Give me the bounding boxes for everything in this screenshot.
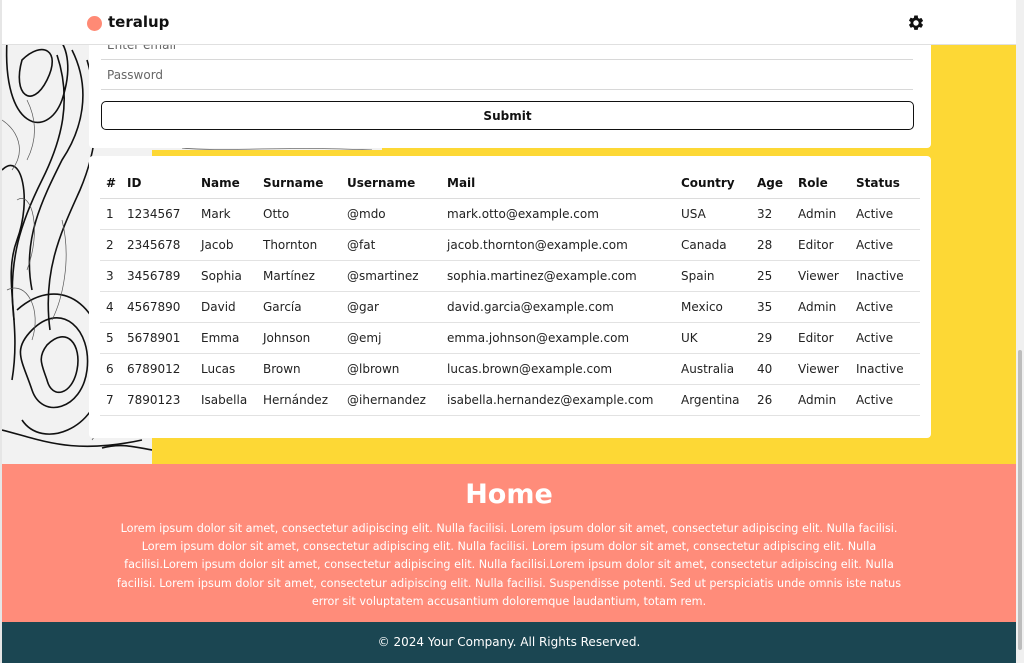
table-cell: David xyxy=(195,291,257,322)
home-description: Lorem ipsum dolor sit amet, consectetur adipiscing elit. Nulla facilisi. Lorem ipsum dolor sit amet, consectetur adipiscing elit. Nulla facilisi. Lorem ipsum dolor sit amet, consectetur adipiscing elit. Nulla facilisi. Lorem ipsum dolor sit amet, consectetur adipiscing elit. Nulla facilisi.Lorem ipsum dolor sit amet, consectetur adipiscing elit. Nulla facilisi.Lorem ipsum dolor sit amet, consectetur adipiscing elit. Nulla facilisi. Lorem ipsum dolor sit amet, consectetur adipiscing elit. Nulla facilisi. Suspendisse potenti. Sed ut perspiciatis unde omnis iste natus error sit voluptatem accusantium doloremque laudantium, totam rem. xyxy=(116,522,902,608)
table-cell: Canada xyxy=(675,229,751,260)
table-cell: @mdo xyxy=(341,198,441,229)
table-cell: 40 xyxy=(751,353,792,384)
column-header: Role xyxy=(792,168,850,198)
table-cell: 3 xyxy=(100,260,121,291)
table-cell: 5678901 xyxy=(121,322,195,353)
scrollbar-thumb[interactable] xyxy=(1018,350,1022,650)
home-title: Home xyxy=(465,479,553,510)
table-cell: Editor xyxy=(792,322,850,353)
table-cell: @lbrown xyxy=(341,353,441,384)
table-cell: 6 xyxy=(100,353,121,384)
column-header: # xyxy=(100,168,121,198)
column-header: Status xyxy=(850,168,920,198)
table-cell: 26 xyxy=(751,384,792,415)
column-header: Surname xyxy=(257,168,341,198)
table-row[interactable] xyxy=(100,260,920,291)
table-cell: @gar xyxy=(341,291,441,322)
table-cell: Admin xyxy=(792,198,850,229)
gear-icon-svg xyxy=(907,14,925,32)
table-cell: Editor xyxy=(792,229,850,260)
table-cell: 3456789 xyxy=(121,260,195,291)
table-cell: sophia.martinez@example.com xyxy=(441,260,675,291)
column-header: Age xyxy=(751,168,792,198)
table-cell: 7890123 xyxy=(121,384,195,415)
column-header: Mail xyxy=(441,168,675,198)
brand-name[interactable]: teralup xyxy=(108,13,170,31)
table-cell: 28 xyxy=(751,229,792,260)
table-cell: 5 xyxy=(100,322,121,353)
table-cell: Sophia xyxy=(195,260,257,291)
table-cell: Otto xyxy=(257,198,341,229)
table-cell: Martínez xyxy=(257,260,341,291)
table-cell: Mark xyxy=(195,198,257,229)
table-header-row xyxy=(100,168,920,198)
table-cell: jacob.thornton@example.com xyxy=(441,229,675,260)
table-cell: 4567890 xyxy=(121,291,195,322)
table-row[interactable] xyxy=(100,322,920,353)
table-cell: García xyxy=(257,291,341,322)
submit-button[interactable]: Submit xyxy=(101,101,914,130)
table-cell: 32 xyxy=(751,198,792,229)
table-cell: 1 xyxy=(100,198,121,229)
table-cell: 1234567 xyxy=(121,198,195,229)
table-cell: emma.johnson@example.com xyxy=(441,322,675,353)
table-cell: UK xyxy=(675,322,751,353)
users-table xyxy=(100,168,920,416)
table-row[interactable] xyxy=(100,291,920,322)
table-cell: Hernández xyxy=(257,384,341,415)
table-cell: 4 xyxy=(100,291,121,322)
table-cell: Emma xyxy=(195,322,257,353)
table-cell: @ihernandez xyxy=(341,384,441,415)
table-cell: 6789012 xyxy=(121,353,195,384)
table-cell: Brown xyxy=(257,353,341,384)
login-form-card xyxy=(89,30,931,148)
column-header: Username xyxy=(341,168,441,198)
password-input[interactable] xyxy=(101,60,913,90)
table-cell: isabella.hernandez@example.com xyxy=(441,384,675,415)
table-cell: @smartinez xyxy=(341,260,441,291)
top-navbar xyxy=(2,0,1016,45)
home-section xyxy=(2,464,1016,622)
table-cell: 7 xyxy=(100,384,121,415)
table-cell: Inactive xyxy=(850,353,920,384)
table-cell: Admin xyxy=(792,291,850,322)
column-header: Name xyxy=(195,168,257,198)
table-cell: Isabella xyxy=(195,384,257,415)
table-cell: 2 xyxy=(100,229,121,260)
page-scrollbar[interactable] xyxy=(1016,0,1024,663)
table-cell: @fat xyxy=(341,229,441,260)
table-cell: lucas.brown@example.com xyxy=(441,353,675,384)
table-cell: Active xyxy=(850,291,920,322)
table-cell: Thornton xyxy=(257,229,341,260)
table-cell: Argentina xyxy=(675,384,751,415)
table-cell: Active xyxy=(850,229,920,260)
table-cell: Admin xyxy=(792,384,850,415)
table-cell: david.garcia@example.com xyxy=(441,291,675,322)
table-cell: Johnson xyxy=(257,322,341,353)
users-table-card xyxy=(89,156,931,438)
table-row[interactable] xyxy=(100,384,920,415)
table-cell: Active xyxy=(850,384,920,415)
table-cell: 2345678 xyxy=(121,229,195,260)
table-cell: Active xyxy=(850,198,920,229)
table-cell: Australia xyxy=(675,353,751,384)
footer: © 2024 Your Company. All Rights Reserved. xyxy=(2,622,1016,663)
table-row[interactable] xyxy=(100,353,920,384)
table-cell: Inactive xyxy=(850,260,920,291)
table-cell: @emj xyxy=(341,322,441,353)
gear-icon[interactable] xyxy=(907,14,925,32)
table-cell: 35 xyxy=(751,291,792,322)
table-cell: Mexico xyxy=(675,291,751,322)
column-header: ID xyxy=(121,168,195,198)
table-cell: Spain xyxy=(675,260,751,291)
table-cell: 25 xyxy=(751,260,792,291)
table-cell: Viewer xyxy=(792,260,850,291)
table-cell: Jacob xyxy=(195,229,257,260)
table-row[interactable] xyxy=(100,229,920,260)
table-cell: Active xyxy=(850,322,920,353)
page xyxy=(2,0,1016,663)
table-cell: USA xyxy=(675,198,751,229)
table-row[interactable] xyxy=(100,198,920,229)
column-header: Country xyxy=(675,168,751,198)
table-cell: Viewer xyxy=(792,353,850,384)
logo-dot-icon[interactable] xyxy=(87,16,102,31)
table-cell: 29 xyxy=(751,322,792,353)
table-cell: mark.otto@example.com xyxy=(441,198,675,229)
table-cell: Lucas xyxy=(195,353,257,384)
